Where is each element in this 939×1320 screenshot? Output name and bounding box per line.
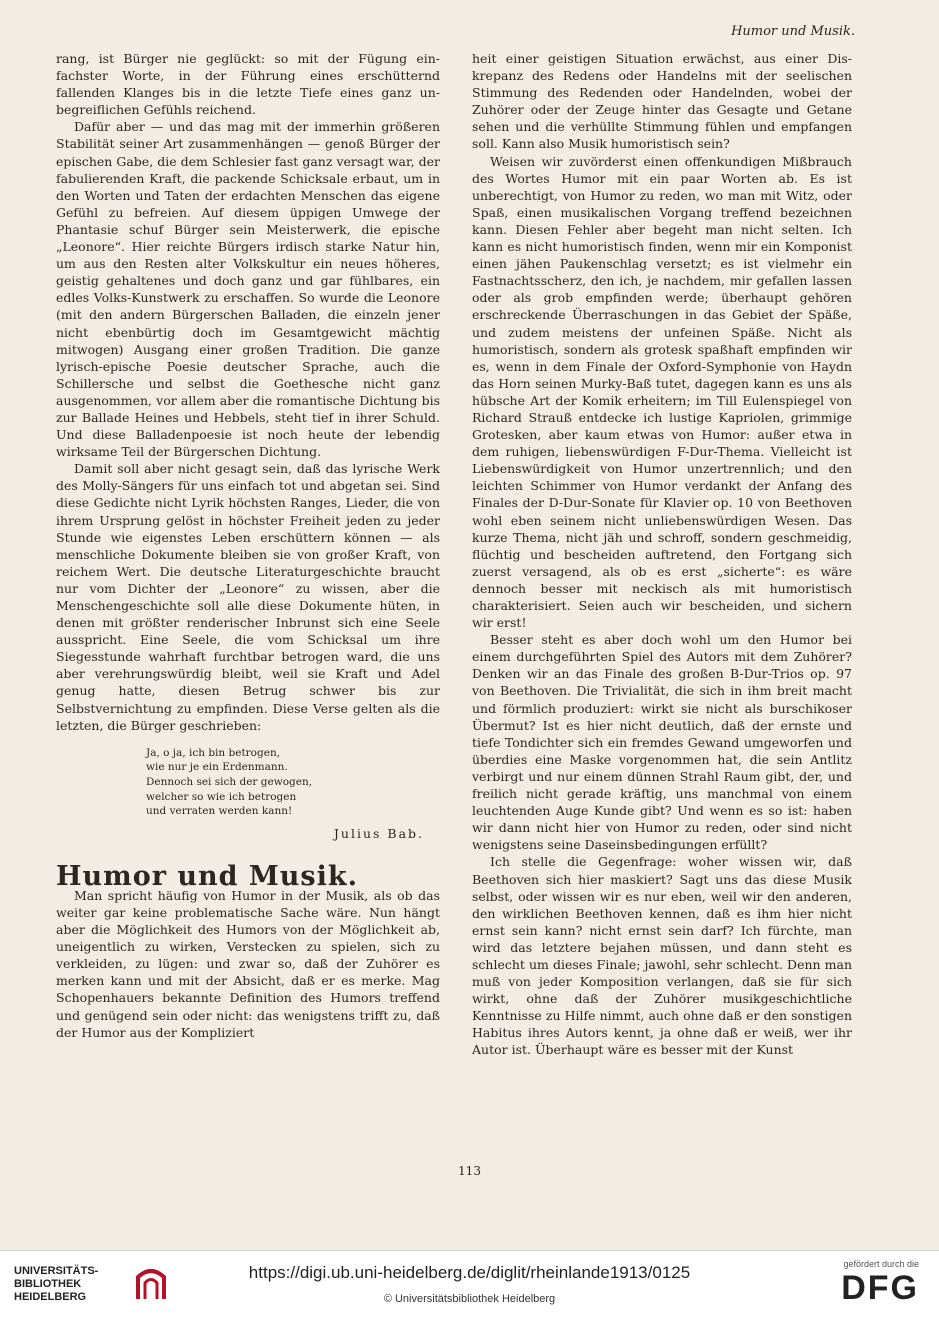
poem-line: wie nur je ein Erdenmann. [146,761,288,774]
poem-line: Dennoch sei sich der gewogen, [146,775,313,788]
paragraph: heit einer geistigen Situation erwächst, aus einer Diskrepanz des Redens oder Handelns mit der seelischen Stimmung des Redenden oder Handelnden, wobei der Zuhörer oder der Zeuge hinter das Gesagte und Getane sehen und die verhüllte Stimmung fühlen und empfangen soll. Kann also Musik humoristisch sein? [472,51,852,152]
library-name-line: HEIDELBERG [14,1291,87,1303]
poem-line: welcher so wie ich betrogen [146,790,297,803]
paragraph: Ich stelle die Gegenfrage: woher wissen wir, daß Beethoven sich hier maskiert? Sagt uns das diese Musik selbst, oder wissen wir es nur eben, weil wir den anderen, den wirklichen Beethoven kennen, daß es ihm hier nicht ernst sein kann? nicht ernst sein darf? Ich fürchte, man wird das letztere bejahen müssen, und dann steht es schlecht um dieses Finale; jawohl, sehr schlecht. Denn man muß von jeder Komposition verlangen, daß sie für sich wirkt, ohne daß der Zuhörer musikgeschichtliche Kenntnisse zu Hilfe nimmt, auch ohne daß er den sonstigen Habitus ihres Autors kennt, ja ohne daß er weiß, wer ihr Autor ist. Überhaupt wäre es besser mit der Kunst [472,854,852,1058]
left-column [56,50,440,1041]
title-text: umor und Musik. [82,860,358,892]
library-name-line: UNIVERSITÄTS- [14,1265,99,1277]
dfg-wordmark: DFG [841,1269,919,1307]
paragraph: Damit soll aber nicht gesagt sein, daß das lyrische Werk des Molly-Sängers für uns einfach tot und abgetan sei. Sind diese Gedichte nicht Lyrik höchsten Ranges, Lieder, die von ihrem Ursprung gelöst in höchster Freiheit jeden zu jeder Stunde wie eigenstes Leben erschüttern können — als menschliche Dokumente bleiben sie von großer Kraft, von reichem Wert. Die deutsche Literaturgeschichte braucht nur vom Dichter der „Leonore“ zu wissen, aber die Menschengeschichte soll alle diese Dokumente hüten, in denen mit größter renderischer Inbrunst sich eine Seele ausspricht. Eine Seele, die vom Schicksal um ihre Siegesstunde wahrhaft furchtbar betrogen ward, die uns aber verehrungswürdig bleibt, weil sie Kraft und Adel genug hatte, diesen Betrug schwer bis zur Selbstvernichtung zu empfinden. Diese Verse gelten als die letzten, die Bürger geschrieben: [56,461,440,733]
footer-bar [0,1250,939,1320]
dfg-logo[interactable] [841,1259,919,1307]
paragraph: Besser steht es aber doch wohl um den Humor bei einem durchgeführten Spiel des Autors mit dem Zuhörer? Denken wir an das Finale des großen B-Dur-Trios op. 97 von Beethoven. Die Trivialität, die sich in ihm breit macht und förmlich produziert: wirkt sie nicht als burschikoser Übermut? Ist es hier nicht deutlich, daß der ernste und tiefe Tondichter sich ein fremdes Gewand umgeworfen und überdies eine Maske vorgenommen hat, die sein Antlitz verbirgt und nur einem dünnen Strahl Raum gibt, der, und freilich nicht gerade kräftig, uns manchmal von einem leuchtenden Auge Kunde gibt? Und wenn es so ist: haben wir dann nicht hier von Humor zu reden, oder sind nicht wenigstens seine Daseinsbedingungen erfüllt? [472,632,852,853]
paragraph: rang, ist Bürger nie geglückt: so mit der Fügung einfachster Worte, in der Führung eines erschütternd fallenden Klanges bis in die letzte Tiefe eines ganz unbegreiflichen Gefühls reichend. [56,51,440,118]
paragraph: Man spricht häufig von Humor in der Musik, als ob das weiter gar keine problematische Sache wäre. Nun hängt aber die Möglichkeit des Humors von der Möglichkeit ab, uneigentlich zu wirken, Verstecken zu spielen, sich zu verkleiden, zu lügen: und zwar so, daß der Zuhörer es merken kann und mit der Absicht, daß er es merke. Mag Schopenhauers bekannte Definition des Humors treffend und genügend sein oder nicht: das wenigstens trifft zu, daß der Humor aus der Kompliziert [56,887,440,1040]
author-signature: Julius Bab. [333,825,424,841]
page-number: 113 [458,1164,481,1178]
paragraph: Dafür aber — und das mag mit der immerhin größeren Stabilität seiner Art zusammenhängen — genoß Bürger der epischen Gabe, die dem Schlesier fast ganz versagt war, der fabulierenden Kraft, die packende Schicksale erbaut, um in den Worten und Taten der erdachten Menschen das eigene Gefühl zu befreien. Auf diesem üppigen Umwege der Phantasie schuf Bürger sein Meisterwerk, die epische „Leonore“. Hier reichte Bürgers irdisch starke Natur hin, um aus den Resten alter Volkskultur ein neues höheres, geistig gehaltenes und doch ganz und gar fühlbares, ein edles Volks-Kunstwerk zu erschaffen. So wurde die Leonore (mit den andern Bürgerschen Balladen, die einzeln jener nicht ebenbürtig doch im Gesamtgewicht mächtig mitwogen) Ausgang einer großen Tradition. Die ganze lyrisch-epische Poesie deutscher Sprache, auch die Schillersche und selbst die Goethesche nicht ganz ausgenommen, vor allem aber die romantische Dichtung bis zur Ballade Heines und Hebbels, steht tief in ihrer Schuld. Und diese Balladenpoesie ist noch heute der lebendig wirksame Teil der Bürgerschen Dichtung. [56,119,440,460]
right-column [472,50,852,1059]
poem-line: Ja, o ja, ich bin betrogen, [146,746,281,759]
copyright-notice: © Universitätsbibliothek Heidelberg [383,1293,556,1305]
library-name-line: BIBLIOTHEK [14,1278,82,1290]
paragraph: Weisen wir zuvörderst einen offenkundigen Mißbrauch des Wortes Humor mit ein paar Worten ab. Es ist unberechtigt, von Humor zu reden, wo man mit Witz, oder Spaß, einen musikalischen Vorgang treffend bezeichnen kann. Diesen Fehler aber begeht man nicht selten. Ich kann es nicht humoristisch finden, wenn mir ein Komponist einen jähen Paukenschlag versetzt; es ist vielmehr ein Fastnachtsscherz, den ich, je nachdem, mir gefallen lassen oder als grob empfinden werde; überhaupt gehören erschreckende Überraschungen in das Gebiet der Späße, und zudem meistens der unfeinen Späße. Nicht als humoristisch, sondern als grotesk spaßhaft empfinden wir es, wenn in dem Finale der Oxford-Symphonie von Haydn das Horn seinen Murky-Baß tutet, dagegen kann es uns als hübsche Art der Komik erheitern; im Till Eulenspiegel von Richard Strauß entdecke ich lustige Kapriolen, grimmige Grotesken, aber kaum etwas von Humor: außer etwa in dem ruhigen, liebenswürdigen F-Dur-Thema. Vielleicht ist Liebenswürdigkeit von Humor unzertrennlich; und den leichten Schimmer von Humor verdankt der Anfang des Finales der D-Dur-Sonate für Klavier op. 10 von Beethoven wohl eben seinem nicht unliebenswürdigen Wesen. Das kurze Thema, nicht jäh und schroff, sondern geschmeidig, flüchtig und bescheiden auftretend, den Fortgang sich zuerst versagend, als ob es erst „sicherte“: es wäre dennoch besser mit neckisch als mit humoristisch charakterisiert. Seien auch wir bescheiden, und sichern wir erst! [472,153,852,631]
poem [146,746,440,819]
running-head: Humor und Musik. [731,24,855,39]
dfg-note: gefördert durch die [843,1259,919,1269]
permalink-url[interactable]: https://digi.ub.uni-heidelberg.de/diglit/rheinlande1913/0125 [248,1263,691,1282]
poem-line: und verraten werden kann! [146,805,293,818]
title-dropcap: H [56,860,83,892]
article-title [56,860,440,892]
